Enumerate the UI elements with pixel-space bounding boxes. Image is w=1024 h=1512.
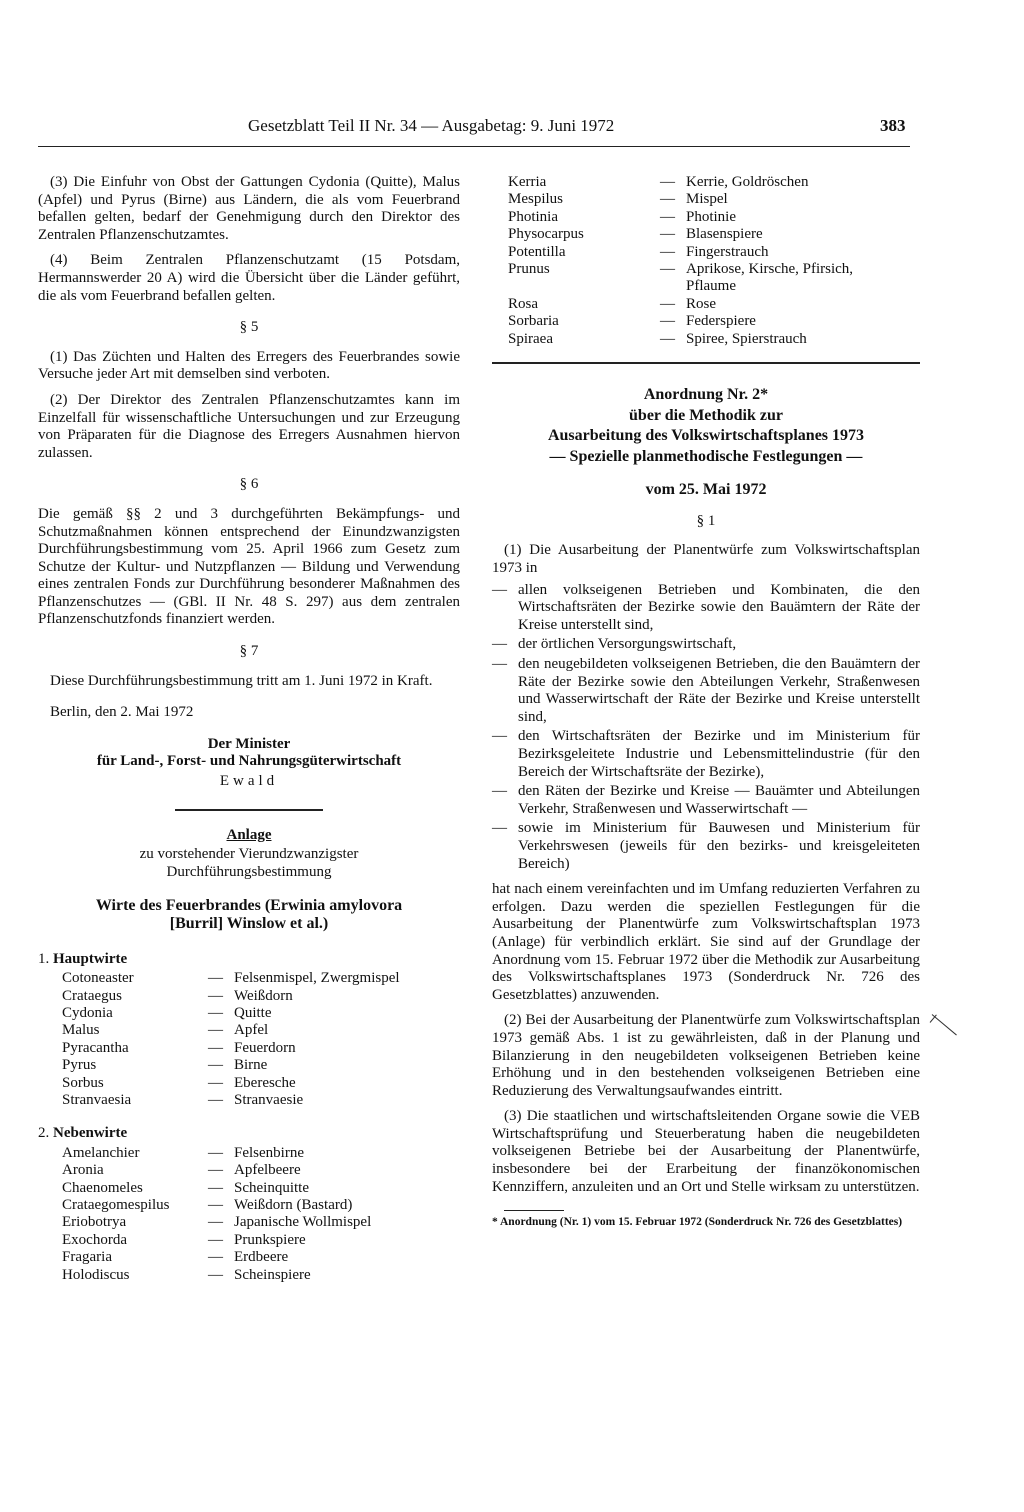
list-item	[492, 261, 920, 278]
genus: Eriobotrya	[62, 1214, 127, 1231]
genus: Sorbaria	[508, 313, 559, 330]
left-column	[38, 174, 460, 1284]
order-title-3: Ausarbeitung des Volkswirtschaftsplanes 1973	[547, 427, 865, 445]
genus: Prunus	[508, 260, 550, 277]
dash: —	[660, 313, 675, 330]
bullet-text: sowie im Ministerium für Bauwesen und Ministerium für Verkehrswesen (jeweils für den bezirks- und kreisgeleiteten Bereich)	[518, 820, 920, 872]
dash: —	[208, 1266, 223, 1283]
bullet-text: den neugebildeten volkseigenen Betrieben, die den Bauämtern der Räte der Bezirke sowie den Abteilungen Verkehr, Straßenwesen und Wasserwirtschaft der Räte der Bezirke und Kreise unterstellt sind,	[518, 656, 920, 725]
footnote: * Anordnung (Nr. 1) vom 15. Februar 1972 (Sonderdruck Nr. 726 des Gesetzblattes)	[492, 1216, 903, 1229]
list-item	[38, 1267, 460, 1284]
page-number: 383	[880, 116, 906, 135]
group-2-label: Nebenwirte	[53, 1125, 128, 1142]
common-name: Eberesche	[234, 1074, 296, 1091]
dash: —	[208, 1057, 223, 1074]
dash: —	[208, 1249, 223, 1266]
common-name: Pflaume	[686, 278, 736, 295]
list-item	[38, 970, 460, 987]
dash: —	[208, 1004, 223, 1021]
dash: —	[492, 636, 507, 653]
section-1-paragraph-1: (1) Die Ausarbeitung der Planentwürfe zum Volkswirtschaftsplan 1973 in	[492, 542, 920, 577]
list-item	[492, 191, 920, 208]
secondary-hosts-list	[38, 1145, 460, 1284]
section-1-paragraph-1-continued: hat nach einem vereinfachten und im Umfang reduzierten Verfahren zu erfolgen. Dazu werden die speziellen Festlegungen für die Ausarbeitung der Planentwürfe zum Volkswirtschaftsplan 1973 (Anlage) für verbindlich erklärt. Sie sind auf der Grundlage der Anordnung vom 15. Februar 1972 über die Methodik zur Ausarbeitung des Volkswirtschaftsplanes 1973 (Sonderdruck Nr. 726 des Gesetzblattes) anzuwenden.	[492, 881, 920, 1003]
genus: Physocarpus	[508, 226, 584, 243]
list-item	[492, 331, 920, 348]
genus: Mespilus	[508, 191, 564, 208]
bullet-text: allen volkseigenen Betrieben und Kombinaten, die den Wirtschaftsräten der Bezirke sowie den Bauämtern der Räte der Kreise unterstellt sind,	[518, 581, 920, 633]
genus: Chaenomeles	[62, 1179, 143, 1196]
common-name: Fingerstrauch	[686, 243, 769, 260]
group-2-number: 2.	[38, 1125, 50, 1142]
genus: Spiraea	[508, 330, 553, 347]
main-hosts-list	[38, 970, 460, 1109]
list-item	[38, 1197, 460, 1214]
common-name: Federspiere	[686, 313, 756, 330]
section-5-paragraph-2: (2) Der Direktor des Zentralen Pflanzenschutzamtes kann im Einzelfall für wissenschaftliche Untersuchungen und zur Erzeugung von Präparaten für die Diagnose des Erregers Ausnahmen hiervon zulassen.	[38, 391, 460, 461]
dash: —	[208, 1214, 223, 1231]
dash: —	[208, 970, 223, 987]
genus: Kerria	[508, 174, 547, 190]
place-date: Berlin, den 2. Mai 1972	[50, 704, 194, 721]
dash: —	[208, 1039, 223, 1056]
dash: —	[660, 174, 675, 190]
list-item	[38, 1232, 460, 1249]
section-6-heading: § 6	[239, 476, 259, 493]
signer-title-2: für Land-, Forst- und Nahrungsgüterwirtschaft	[96, 753, 402, 770]
annex-subtitle-1: zu vorstehender Vierundzwanzigster	[139, 846, 359, 863]
bullet-text: den Wirtschaftsräten der Bezirke und im Ministerium für Bezirksgeleitete Industrie und Lebensmittelindustrie (für den Bereich der Wirtschaftsräte der Bezirke),	[518, 728, 920, 780]
common-name: Scheinspiere	[234, 1266, 311, 1283]
list-item	[492, 728, 920, 781]
order-date: vom 25. Mai 1972	[645, 481, 767, 499]
genus: Rosa	[508, 295, 538, 312]
section-7-paragraph: Diese Durchführungsbestimmung tritt am 1. Juni 1972 in Kraft.	[50, 672, 433, 689]
group-1-label: Hauptwirte	[53, 950, 128, 967]
genus: Exochorda	[62, 1231, 127, 1248]
list-item	[492, 656, 920, 726]
common-name: Mispel	[686, 191, 728, 208]
dash: —	[492, 820, 507, 837]
section-5-paragraph-1: (1) Das Züchten und Halten des Erregers des Feuerbrandes sowie Versuche jeder Art mit demselben sind verboten.	[38, 348, 460, 383]
dash: —	[208, 1197, 223, 1214]
dash: —	[208, 987, 223, 1004]
header-rule	[38, 146, 910, 147]
section-1-paragraph-3: (3) Die staatlichen und wirtschaftsleitenden Organe sowie die VEB Wirtschaftsprüfung und Steuerberatung haben die neugebildeten volkseigenen Betriebe bei der Ausarbeitung der Planentwürfe, insbesondere bei der Erarbeitung der finanzökonomischen Kennziffern, anzuleiten und an Ort und Stelle wirksam zu unterstützen.	[492, 1108, 920, 1195]
list-item	[492, 582, 920, 635]
dash: —	[660, 191, 675, 208]
genus	[492, 278, 660, 295]
common-name: Scheinquitte	[234, 1179, 309, 1196]
order-title-4: — Spezielle planmethodische Festlegungen —	[549, 447, 863, 465]
genus: Stranvaesia	[62, 1091, 132, 1108]
genus: Holodiscus	[62, 1266, 130, 1283]
section-5-heading: § 5	[239, 319, 259, 336]
common-name: Weißdorn	[234, 987, 293, 1004]
dash: —	[660, 260, 675, 277]
list-item	[38, 1057, 460, 1074]
common-name: Quitte	[234, 1004, 272, 1021]
signer-title-1: Der Minister	[207, 735, 291, 752]
genus: Amelanchier	[62, 1144, 140, 1161]
list-item	[492, 313, 920, 330]
common-name: Aprikose, Kirsche, Pfirsich,	[686, 260, 854, 277]
common-name: Weißdorn (Bastard)	[234, 1197, 353, 1214]
list-item	[38, 1040, 460, 1057]
dash: —	[492, 581, 507, 598]
section-divider	[492, 362, 920, 364]
common-name: Birne	[234, 1057, 268, 1074]
common-name: Apfel	[234, 1022, 269, 1039]
list-item	[38, 1092, 460, 1109]
dash: —	[660, 226, 675, 243]
common-name: Photinie	[686, 208, 737, 225]
dash: —	[660, 208, 675, 225]
dash: —	[208, 1144, 223, 1161]
common-name: Felsenmispel, Zwergmispel	[234, 970, 400, 987]
section-1-paragraph-2: (2) Bei der Ausarbeitung der Planentwürfe zum Volkswirtschaftsplan 1973 gemäß Abs. 1 ist zu gewährleisten, daß in der Planung und Bilanzierung in den neugebildeten volkseigenen Betrieben keine Erhöhung und in den bestehenden volkseigenen Betrieben eine Reduzierung des Verwaltungsaufwandes eintritt.	[492, 1012, 920, 1099]
dash: —	[660, 295, 675, 312]
list-item	[38, 1005, 460, 1022]
genus: Crataegus	[62, 987, 122, 1004]
genus: Photinia	[508, 208, 559, 225]
dash: —	[208, 1162, 223, 1179]
genus: Potentilla	[508, 243, 566, 260]
common-name: Felsenbirne	[234, 1144, 304, 1161]
genus: Pyracantha	[62, 1039, 129, 1056]
bullet-text: der örtlichen Versorgungswirtschaft,	[518, 636, 737, 653]
genus: Crataegomespilus	[62, 1197, 170, 1214]
list-item	[492, 174, 920, 191]
section-1-heading: § 1	[696, 512, 716, 529]
list-item	[38, 1145, 460, 1162]
header-title: Gesetzblatt Teil II Nr. 34 — Ausgabetag: 9. Juni 1972	[248, 116, 615, 135]
list-item	[492, 783, 920, 818]
dash: —	[492, 728, 507, 745]
hosts-title-1: Wirte des Feuerbrandes (Erwinia amylovora	[95, 897, 403, 915]
common-name: Rose	[686, 295, 716, 312]
list-item	[38, 988, 460, 1005]
common-name: Blasenspiere	[686, 226, 763, 243]
list-item	[38, 1180, 460, 1197]
group-1-title	[38, 951, 460, 969]
common-name: Spiree, Spierstrauch	[686, 330, 807, 347]
dash: —	[208, 1022, 223, 1039]
genus: Cotoneaster	[62, 970, 134, 987]
genus: Sorbus	[62, 1074, 104, 1091]
common-name: Apfelbeere	[234, 1162, 301, 1179]
dash: —	[660, 243, 675, 260]
common-name: Erdbeere	[234, 1249, 289, 1266]
list-item	[492, 209, 920, 226]
genus: Fragaria	[62, 1249, 112, 1266]
list-item	[492, 820, 920, 873]
dash: —	[208, 1179, 223, 1196]
paragraph-4: (4) Beim Zentralen Pflanzenschutzamt (15 Potsdam, Hermannswerder 20 A) wird die Übersicht über die Länder geführt, die als vom Feuerbrand befallen gelten.	[38, 252, 460, 304]
list-item	[492, 278, 920, 295]
order-title-2: über die Methodik zur	[629, 406, 783, 424]
bullet-list	[492, 582, 920, 874]
group-1-number: 1.	[38, 950, 50, 967]
list-item	[492, 244, 920, 261]
genus: Cydonia	[62, 1004, 113, 1021]
group-2-title	[38, 1125, 460, 1143]
dash: —	[660, 330, 675, 347]
genus: Aronia	[62, 1162, 104, 1179]
list-item	[38, 1162, 460, 1179]
common-name: Prunkspiere	[234, 1231, 306, 1248]
list-item	[492, 636, 920, 654]
list-item	[492, 296, 920, 313]
annex-heading: Anlage	[226, 826, 272, 843]
list-item	[38, 1214, 460, 1231]
dash: —	[208, 1091, 223, 1108]
page-header	[38, 114, 910, 150]
common-name: Stranvaesie	[234, 1091, 304, 1108]
right-column	[492, 174, 920, 1229]
paragraph-3: (3) Die Einfuhr von Obst der Gattungen Cydonia (Quitte), Malus (Apfel) und Pyrus (Birne) aus Ländern, die als vom Feuerbrand befallen gelten, bedarf der Genehmigung durch den Direktor des Zentralen Pflanzenschutzamtes.	[38, 174, 460, 243]
list-item	[492, 226, 920, 243]
dash: —	[492, 656, 507, 673]
dash	[660, 278, 686, 295]
list-item	[38, 1075, 460, 1092]
signer-name: Ewald	[219, 773, 279, 790]
dash: —	[208, 1231, 223, 1248]
footnote-rule	[504, 1210, 564, 1211]
bullet-text: den Räten der Bezirke und Kreise — Bauämter und Abteilungen Verkehr, Straßenwesen und Wasserwirtschaft —	[518, 783, 920, 817]
section-6-paragraph: Die gemäß §§ 2 und 3 durchgeführten Bekämpfungs- und Schutzmaßnahmen können entsprechend der Einundzwanzigsten Durchführungsbestimmung vom 25. April 1966 zum Gesetz zum Schutze der Kultur- und Nutzpflanzen — Bildung und Verwendung eines zentralen Fonds zur Durchführung besonderer Maßnahmen des Pflanzenschutzes — (GBl. II Nr. 48 S. 297) aus dem zentralen Pflanzenschutzfonds finanziert werden.	[38, 505, 460, 628]
list-item	[38, 1022, 460, 1039]
separator-rule	[175, 809, 323, 811]
hosts-title-2: [Burril] Winslow et al.)	[169, 915, 329, 932]
list-item	[38, 1249, 460, 1266]
dash: —	[208, 1074, 223, 1091]
common-name: Feuerdorn	[234, 1039, 296, 1056]
genus: Pyrus	[62, 1057, 97, 1074]
margin-mark	[932, 1014, 957, 1035]
dash: —	[492, 783, 507, 800]
common-name: Kerrie, Goldröschen	[686, 174, 809, 190]
section-7-heading: § 7	[239, 643, 259, 660]
genus: Malus	[62, 1022, 100, 1039]
order-title-1: Anordnung Nr. 2*	[643, 385, 769, 403]
common-name: Japanische Wollmispel	[234, 1214, 372, 1231]
annex-subtitle-2: Durchführungsbestimmung	[166, 863, 332, 880]
secondary-hosts-list-continued	[492, 174, 920, 348]
